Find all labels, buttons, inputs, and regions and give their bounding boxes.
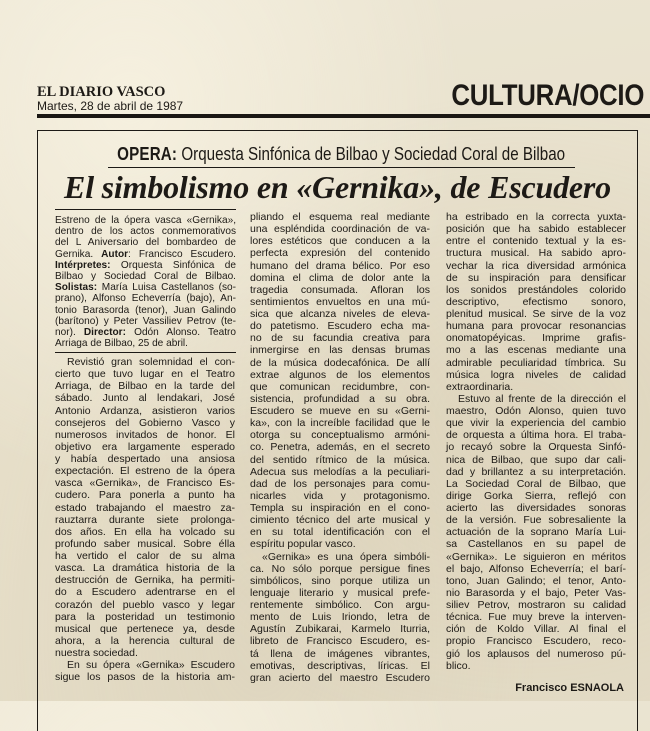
text-line: el bajo, Alfonso Echeverría; el barí- — [446, 562, 626, 575]
text-line: simbólicos, sino porque utiliza un — [250, 574, 430, 587]
kicker-text — [118, 143, 566, 165]
text-line: tructura musical. Ha sabido apro- — [446, 247, 626, 260]
text-line: rauztarra durante siete prolonga- — [55, 513, 235, 526]
section-title: CULTURA/OCIO — [451, 79, 644, 112]
text-line: dos años. En ella ha volcado su — [55, 525, 235, 538]
text-line: otorga su conceptualismo armóni- — [250, 429, 430, 442]
text-line: Templa su inspiración en el cono- — [250, 502, 430, 514]
text-line: onomatopéyicas. Imprime grafis- — [446, 332, 626, 345]
text-line: propio Francisco Escudero, reco- — [446, 635, 626, 648]
text-column-1 — [55, 356, 235, 683]
text-line: jo recayó sobre la Orquesta Sinfó- — [446, 441, 626, 454]
credits-label: Autor — [101, 248, 129, 260]
text-line: rentemente simbólico. Con argu- — [250, 599, 430, 611]
header-rule — [37, 114, 650, 118]
text-line: sigue los pasos de la historia am- — [55, 671, 235, 684]
text-line: dad de los personajes para comu- — [250, 477, 430, 490]
text-line: para la posteridad un testimonio — [55, 610, 235, 623]
text-line: tá llena de imágenes vibrantes, — [250, 647, 430, 660]
text-line: Agustín Zubikarai, Karmelo Iturria, — [250, 623, 430, 636]
text-line: sentimientos envueltos en una mú- — [250, 295, 430, 308]
credits-label: Intérpretes: — [55, 259, 111, 271]
credits-text: dentro de los actos conmemorativos — [55, 226, 236, 238]
text-line: ca. No sólo porque persigue fines — [250, 562, 430, 575]
credits-text: prano), Alfonso Echeverría (bajo), An- — [55, 293, 236, 305]
text-line: emotivas, descriptivas, líricas. El — [250, 659, 430, 672]
paragraph — [446, 211, 626, 393]
text-line: «Gernika». Le siguieron en méritos — [446, 550, 626, 563]
article-headline: El simbolismo en «Gernika», de Escudero — [64, 169, 611, 205]
text-line: musical que pertenece ya, desde — [55, 622, 235, 635]
text-line: sa Castellanos en su papel de — [446, 538, 626, 551]
text-line: que comunican recidumbre, con- — [250, 380, 430, 393]
text-line: La Sociedad Coral de Bilbao, que — [446, 477, 626, 490]
credits-label: Director: — [83, 326, 126, 338]
credits-text: Bilbao y Sociedad Coral de Bilbao. — [55, 270, 236, 282]
text-line: do a Escudero adentrarse en el — [55, 586, 235, 599]
text-line: los sonidos prestándoles colorido — [446, 283, 626, 296]
text-line: nuestra sociedad. — [55, 647, 138, 659]
text-line: nicarles vida y protagonismo. — [250, 489, 430, 502]
paragraph — [446, 393, 626, 672]
text-line: y había despertado una ansiosa — [55, 453, 235, 465]
text-line: plenitud musical. Se sirve de la voz — [446, 308, 626, 320]
credits-line — [55, 260, 236, 271]
text-line: ción de Koldo Villar. Al final el — [446, 623, 626, 636]
text-line: vasca. La dramática historia de la — [55, 562, 235, 575]
credits-text: : Francisco Escudero. — [128, 248, 236, 260]
text-line: posición que ha sabido establecer — [446, 223, 626, 236]
text-line: de la versión. Fue sobresaliente la — [446, 514, 626, 527]
text-line: domina el clima de dolor ante la — [250, 271, 430, 284]
credits-text: tonio Barasorda (tenor), Juan Galindo — [55, 304, 236, 316]
text-line: entre el contenido textual y la es- — [446, 235, 626, 248]
text-column-3 — [446, 211, 626, 672]
text-line: música logra niveles de calidad — [446, 368, 626, 381]
text-line: ha estribado en la correcta yuxta- — [446, 211, 626, 223]
text-line: extrae algunos de los elementos — [250, 368, 430, 381]
credits-line — [55, 316, 236, 327]
text-line: gió los aplausos del numeroso pú- — [446, 647, 626, 660]
credits-box — [55, 209, 236, 353]
credits-line — [55, 338, 236, 349]
text-line: ka», con la increíble facilidad que le — [250, 417, 430, 430]
text-line: Revistió gran solemnidad el con- — [67, 356, 235, 368]
credits-text: Orquesta Sinfónica de — [110, 259, 236, 271]
text-line: dad y brillantez a su interpretación. — [446, 465, 626, 478]
text-line: mo a las escenas mediante una — [446, 344, 626, 357]
text-line: acierto las diversidades sonoras — [446, 502, 626, 514]
text-line: co. Penetra, además, en el secreto — [250, 441, 430, 454]
text-line: ha vertido el calor de su alma — [55, 550, 235, 562]
text-line: corazón del pueblo vasco y legar — [55, 598, 235, 611]
text-line: Arriaga, de Bilbao en la tarde del — [55, 380, 235, 393]
text-line: «Gernika» es una ópera simbóli- — [262, 550, 430, 563]
text-line: tono, Juan Galindo; el tenor, Anto- — [446, 574, 626, 587]
text-line: nica de Bilbao, que supo dar cali- — [446, 453, 626, 466]
credits-text: nor). — [55, 326, 84, 338]
headline-container — [37, 168, 638, 206]
text-line: tragedia consumada. Afloran los — [250, 283, 430, 296]
text-line: maestro, Odón Alonso, quien tuvo — [446, 405, 626, 417]
text-line: expectación. El estreno de la ópera — [55, 465, 235, 478]
text-line: Escudero se mueve en su «Gerni- — [250, 405, 430, 417]
text-line: sistencia, profundidad a su obra. — [250, 392, 430, 405]
text-line: sábado. Junto al lendakari, José — [55, 392, 235, 405]
text-line: técnica. Fue muy breve la interven- — [446, 611, 626, 624]
credits-text: Arriaga de Bilbao, 25 de abril. — [55, 338, 188, 350]
text-line: que vivir la experiencia del cambio — [446, 417, 626, 430]
text-line: blico. — [446, 659, 471, 672]
text-line: mento de Luis Iriondo, letra de — [250, 611, 430, 624]
credits-line — [55, 293, 236, 304]
text-line: perfecta expresión del contenido — [250, 247, 430, 260]
text-line: del sentido rítmico de la música. — [250, 453, 430, 466]
credits-label: Solistas: — [55, 282, 98, 294]
text-line: lores estéticos que conducen a la — [250, 235, 430, 248]
text-line: humano del drama bélico. Por eso — [250, 259, 430, 272]
credits-text: (barítono) y Peter Vassiliev Petrov (te- — [55, 315, 236, 327]
text-line: no de su facundia creativa para — [250, 332, 430, 345]
text-line: cierto que tuvo lugar en el Teatro — [55, 368, 235, 381]
text-line: humana para provocar resonancias — [446, 320, 626, 333]
credits-line — [55, 305, 236, 316]
text-line: inmergirse en las densas brumas — [250, 344, 430, 357]
text-line: Adecua sus melodías a la peculiari- — [250, 465, 430, 478]
text-line: una espléndida coordinación de va- — [250, 223, 430, 236]
text-line: actuación de la soprano María Lui- — [446, 526, 626, 539]
text-column-2 — [250, 211, 430, 684]
text-line: descriptivo, efectismo sonoro, — [446, 295, 626, 308]
credits-text: Estreno de la ópera vasca «Gernika», — [55, 215, 236, 226]
credits-text: Odón Alonso. Teatro — [125, 326, 237, 338]
text-line: cimiento técnico del arte musical y — [250, 514, 430, 527]
text-line: sica que alcanza niveles de eleva- — [250, 308, 430, 320]
text-line: Estuvo al frente de la dirección el — [458, 392, 626, 405]
text-line: En su ópera «Gernika» Escudero — [67, 659, 235, 672]
kicker-subtitle: Orquesta Sinfónica de Bilbao y Sociedad Coral de Bilbao — [181, 143, 566, 164]
text-line: lenguaje literario y musical prefe- — [250, 586, 430, 599]
text-line: Antonio Ardanza, asistieron varios — [55, 404, 235, 417]
text-line: do patetismo. Escudero echa ma- — [250, 320, 430, 333]
paragraph — [250, 551, 430, 684]
text-line: extraordinaria. — [446, 380, 514, 393]
text-line: pliando el esquema real mediante — [250, 211, 430, 223]
credits-line — [55, 271, 236, 282]
text-line: de orquesta a última hora. El traba- — [446, 429, 626, 442]
text-line: vechar la rica diversidad armónica — [446, 259, 626, 272]
text-line: de su inspiración para densificar — [446, 271, 626, 284]
text-line: gran acierto del maestro Escudero — [250, 671, 430, 684]
text-line: dirige Gorka Sierra, reflejó con — [446, 489, 626, 502]
credits-text: Gernika. — [55, 248, 102, 260]
credits-line — [55, 327, 236, 338]
text-line: consejeros del Gobierno Vasco y — [55, 416, 235, 429]
paragraph — [55, 659, 235, 683]
text-line: siliev Petrov, mostraron su calidad — [446, 599, 626, 611]
text-line: profundo saber musical. Sobre élla — [55, 537, 235, 550]
credits-line — [55, 237, 236, 248]
credits-line — [55, 249, 236, 260]
paragraph — [55, 356, 235, 659]
credits-text: del L Aniversario del bombardeo de — [55, 237, 236, 249]
text-line: nio Barasorda y el bajo, Peter Vas- — [446, 586, 626, 599]
text-line: de la música dodecafónica. De allí — [250, 356, 430, 369]
text-line: vasca «Gernika», de Francisco Es- — [55, 477, 235, 490]
article-kicker — [108, 141, 575, 168]
text-line: estado trabajando el maestro za- — [55, 501, 235, 514]
text-line: cudero. Para ponerla a punto ha — [55, 489, 235, 502]
text-line: espíritu popular vasco. — [250, 538, 356, 551]
author-byline: Francisco ESNAOLA — [515, 682, 624, 694]
credits-text: María Luisa Castellanos (so- — [97, 282, 236, 294]
text-line: destrucción de Gernika, ha permiti- — [55, 574, 235, 587]
text-line: en su total identificación con el — [250, 526, 430, 539]
text-line: objetivo era largamente esperado — [55, 440, 235, 453]
credits-line — [55, 215, 236, 226]
kicker-label: OPERA: — [117, 143, 178, 164]
section-header — [380, 79, 644, 113]
text-line: ahora, a la herencia cultural de — [55, 634, 235, 647]
credits-line — [55, 226, 236, 237]
text-line: admirable peculiaridad tímbrica. Su — [446, 356, 626, 369]
credits-line — [55, 282, 236, 293]
text-line: libreto de Francisco Escudero, es- — [250, 635, 430, 648]
publication-date: Martes, 28 de abril de 1987 — [37, 99, 184, 113]
text-line: numerosos invitados de honor. El — [55, 428, 235, 441]
newspaper-name: EL DIARIO VASCO — [37, 84, 166, 100]
paragraph — [250, 211, 430, 551]
